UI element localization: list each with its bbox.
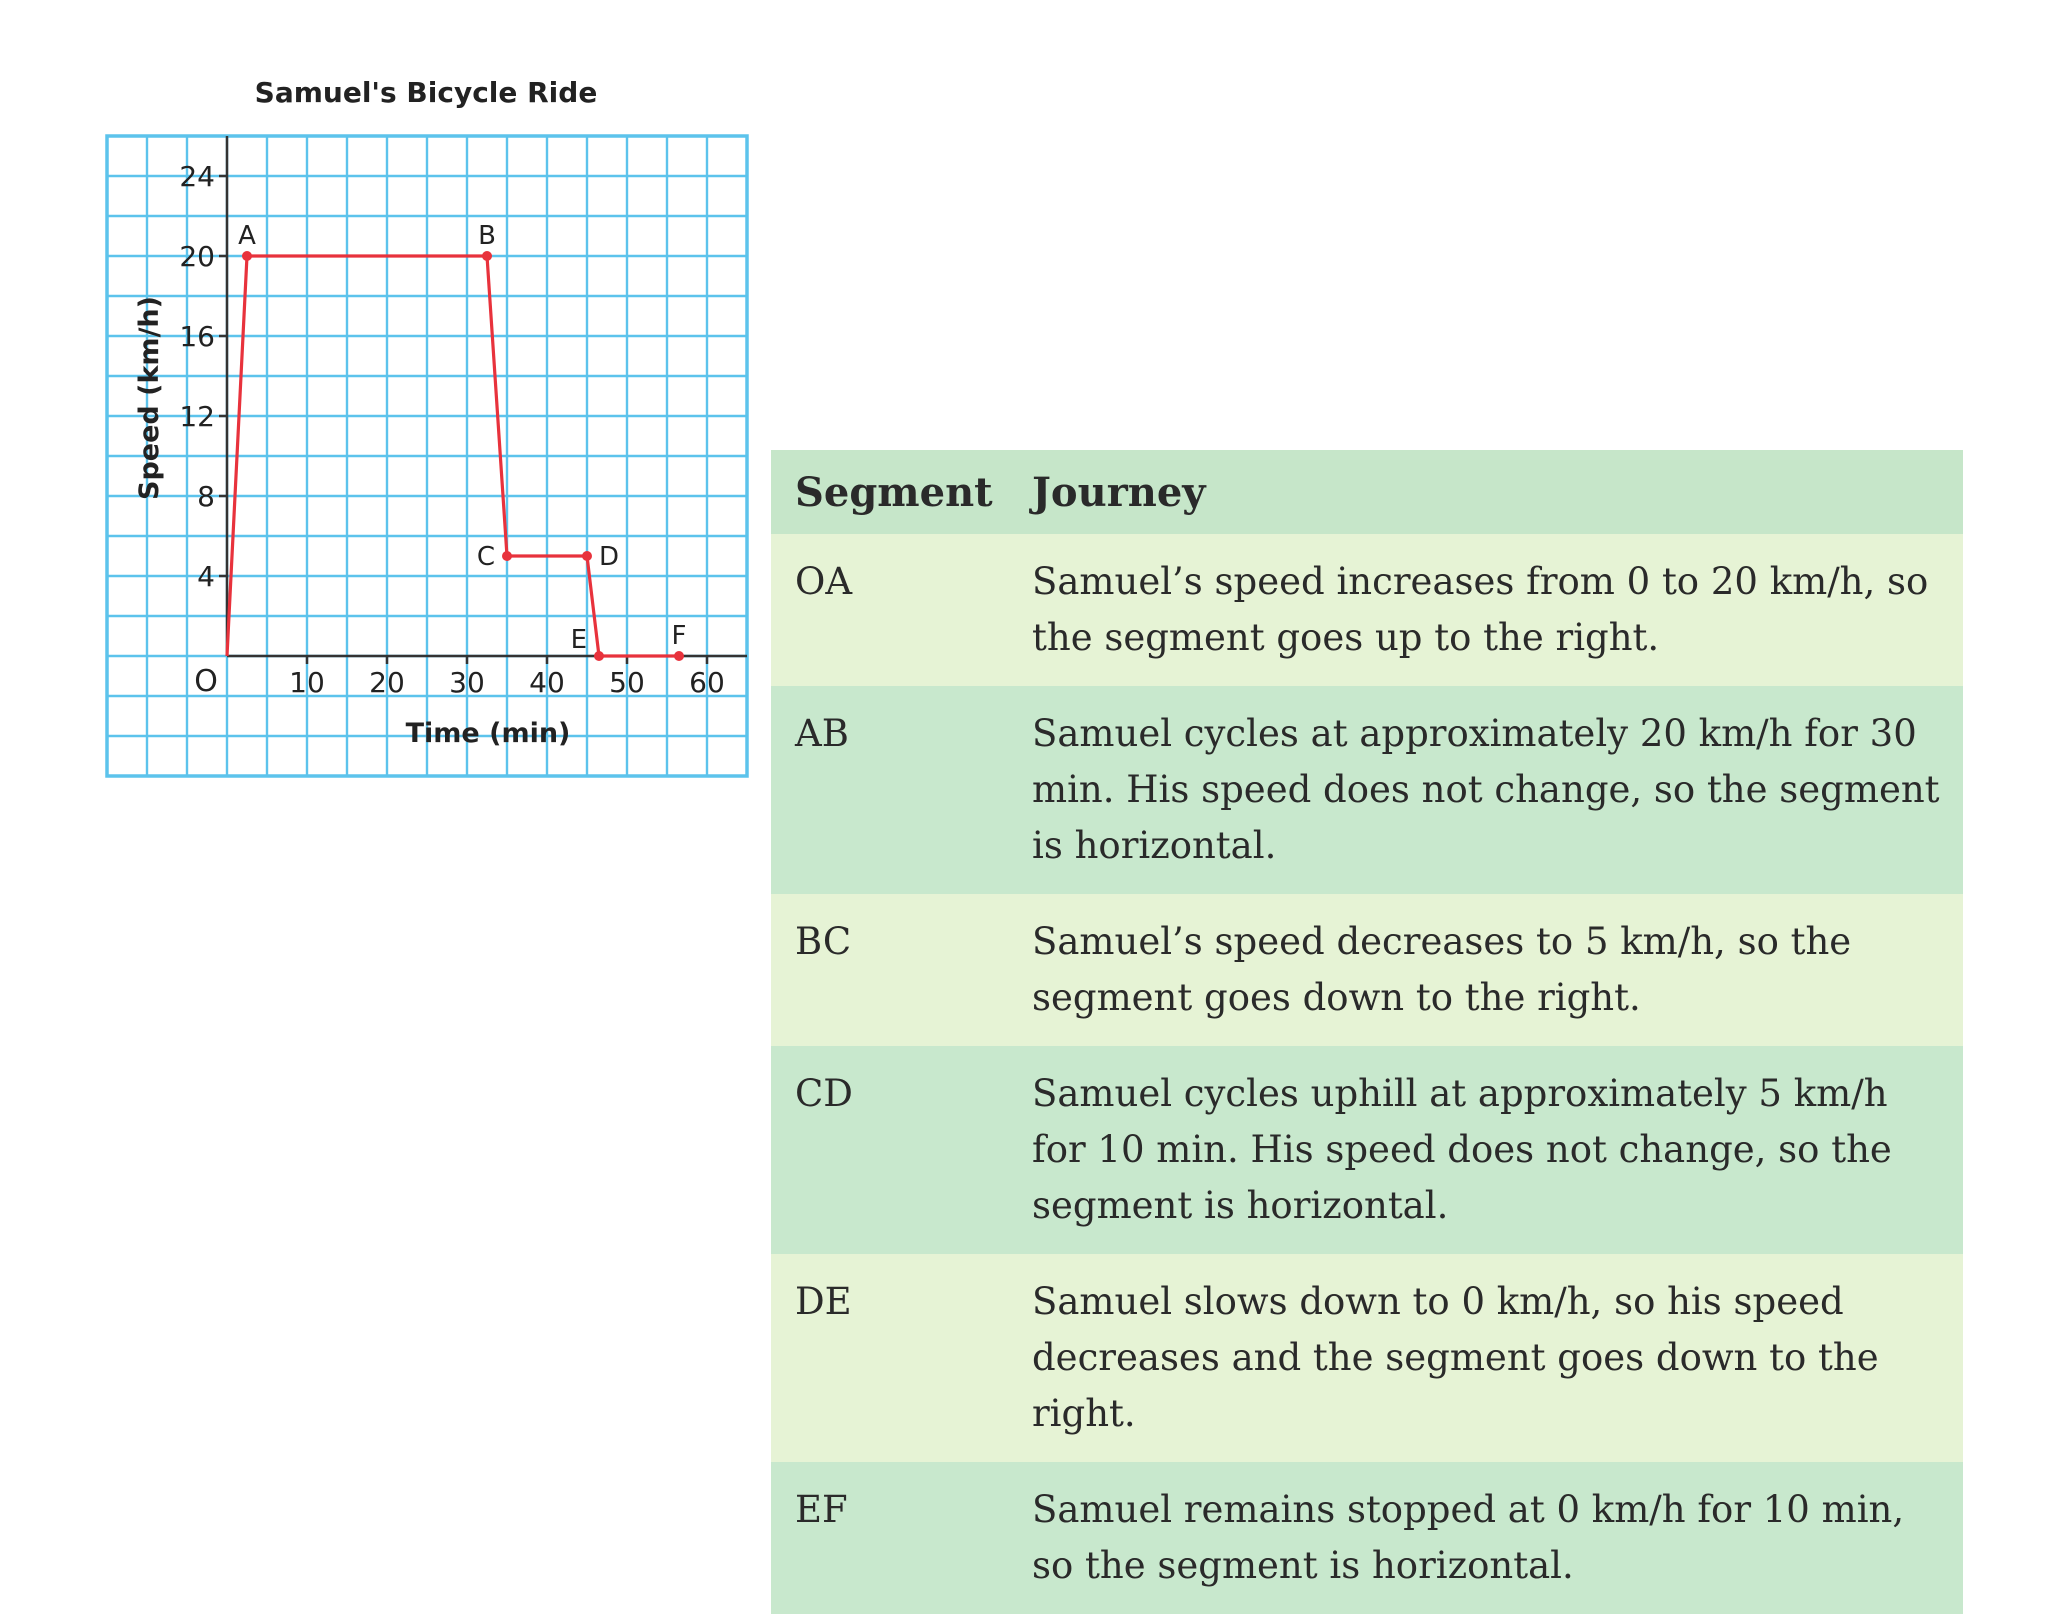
table-row — [771, 1462, 1963, 1614]
table-row — [771, 894, 1963, 1046]
point-label-d: D — [599, 542, 620, 572]
header-journey: Journey — [1008, 450, 1963, 534]
point-label-f: F — [671, 621, 687, 651]
data-point-e — [594, 651, 604, 661]
y-axis-label: Speed (km/h) — [134, 296, 165, 500]
chart-axes — [227, 136, 747, 656]
segment-cell: AB — [771, 686, 1008, 894]
y-tick-label: 20 — [179, 240, 215, 273]
y-tick-label: 24 — [179, 160, 215, 193]
table-row — [771, 1046, 1963, 1254]
x-tick-label: 10 — [289, 666, 325, 699]
journey-table — [771, 450, 1963, 1614]
journey-cell: Samuel slows down to 0 km/h, so his speed decreases and the segment goes down to the right. — [1008, 1254, 1963, 1462]
journey-cell: Samuel’s speed decreases to 5 km/h, so the segment goes down to the right. — [1008, 894, 1963, 1046]
segment-cell: DE — [771, 1254, 1008, 1462]
x-tick-label: 30 — [449, 666, 485, 699]
x-tick-label: 60 — [689, 666, 725, 699]
y-tick-label: 4 — [197, 560, 215, 593]
data-point-c — [502, 551, 512, 561]
data-point-d — [582, 551, 592, 561]
origin-label: O — [194, 664, 218, 699]
x-tick-label: 40 — [529, 666, 565, 699]
x-tick-label: 50 — [609, 666, 645, 699]
segment-cell: EF — [771, 1462, 1008, 1614]
table-row — [771, 534, 1963, 686]
x-axis-label: Time (min) — [405, 718, 571, 749]
journey-cell: Samuel cycles at approximately 20 km/h for 30 min. His speed does not change, so the segment is horizontal. — [1008, 686, 1963, 894]
y-tick-label: 12 — [179, 400, 215, 433]
x-tick-label: 20 — [369, 666, 405, 699]
data-point-b — [482, 251, 492, 261]
journey-cell: Samuel remains stopped at 0 km/h for 10 min, so the segment is horizontal. — [1008, 1462, 1963, 1614]
header-segment: Segment — [771, 450, 1008, 534]
point-label-a: A — [238, 221, 256, 251]
chart-ticks — [179, 160, 724, 699]
journey-cell: Samuel cycles uphill at approximately 5 km/h for 10 min. His speed does not change, so the segment is horizontal. — [1008, 1046, 1963, 1254]
table-header-row — [771, 450, 1963, 534]
table-row — [771, 1254, 1963, 1462]
point-label-b: B — [478, 221, 496, 251]
journey-cell: Samuel’s speed increases from 0 to 20 km/h, so the segment goes up to the right. — [1008, 534, 1963, 686]
table-row — [771, 686, 1963, 894]
point-label-c: C — [476, 542, 495, 572]
segment-cell: BC — [771, 894, 1008, 1046]
chart-series — [227, 221, 686, 661]
point-label-e: E — [570, 625, 587, 655]
segment-cell: OA — [771, 534, 1008, 686]
segment-cell: CD — [771, 1046, 1008, 1254]
data-point-a — [242, 251, 252, 261]
y-tick-label: 8 — [197, 480, 215, 513]
chart-title: Samuel's Bicycle Ride — [254, 76, 598, 109]
data-point-f — [674, 651, 684, 661]
y-tick-label: 16 — [179, 320, 215, 353]
